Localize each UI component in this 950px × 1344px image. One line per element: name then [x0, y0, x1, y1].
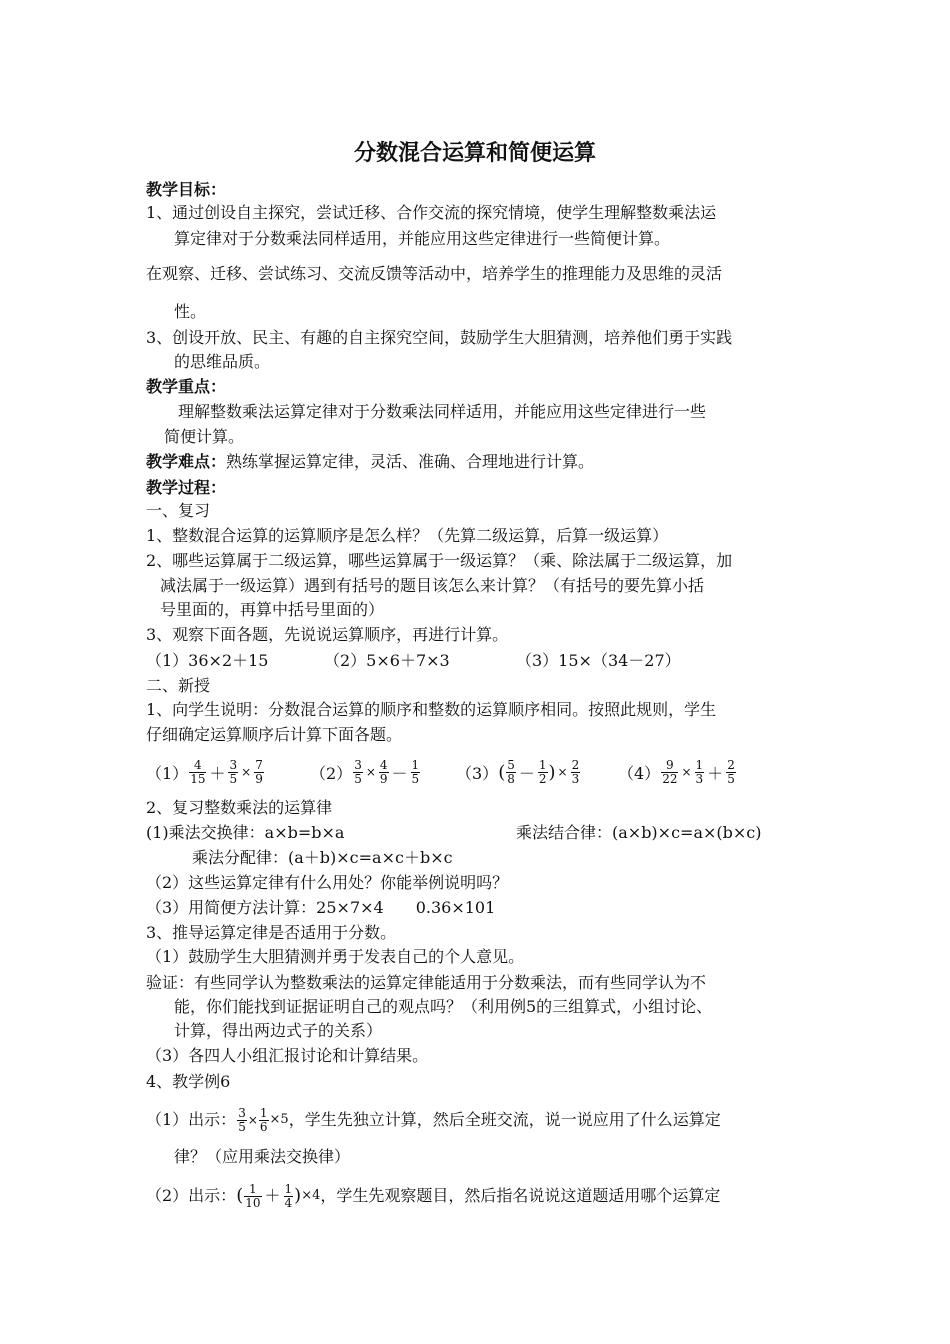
difficulty-text: 熟练掌握运算定律，灵活、准确、合理地进行计算。 — [226, 452, 595, 471]
example-text: ，学生先观察题目，然后指名说说这道题适用哪个运算定 — [320, 1186, 721, 1205]
exercise-label: （1） — [146, 763, 189, 783]
fraction-exercise-3 — [456, 752, 581, 792]
key-points-line-2: 简便计算。 — [164, 427, 245, 446]
new-item-2-question-3: （3）用简便方法计算：25×7×4 0.36×101 — [146, 898, 496, 917]
plus-sign: ＋ — [707, 763, 724, 783]
review-exercise-1: （1）36×2＋15 — [146, 651, 269, 670]
left-paren: ( — [236, 1185, 244, 1206]
fraction: $\frac{4}{9}$ — [379, 757, 388, 786]
exercise-label: （3） — [456, 763, 499, 783]
times-sign: × — [557, 765, 568, 779]
review-item-2-line-3: 号里面的，再算中括号里面的） — [160, 600, 385, 619]
review-item-1: 1、整数混合运算的运算顺序是怎么样？（先算二级运算，后算一级运算） — [146, 526, 669, 545]
times-sign: × — [247, 1113, 258, 1127]
exercise-label: （4） — [618, 763, 661, 783]
fraction: $\frac{3}{5}$ — [238, 1105, 246, 1134]
fraction: $\frac{1}{10}$ — [245, 1181, 261, 1210]
fraction: $\frac{3}{5}$ — [354, 757, 362, 786]
fraction: $\frac{2}{5}$ — [727, 757, 735, 786]
review-exercise-2: （2）5×6＋7×3 — [324, 651, 450, 670]
goal-2-line-2: 性。 — [174, 302, 207, 321]
goal-1-line-1: 1、通过创设自主探究，尝试迁移、合作交流的探究情境，使学生理解整数乘法运 — [146, 203, 717, 222]
goal-2-text-c: ，培养学生的推理能力及思维的灵活 — [466, 264, 723, 283]
goal-3-line-1: 3、创设开放、民主、有趣的自主探究空间，鼓励学生大胆猜测，培养他们勇于实践 — [146, 328, 733, 347]
new-item-2-heading: 2、复习整数乘法的运算律 — [146, 798, 333, 817]
times-sign: × — [681, 765, 692, 779]
key-points-heading: 教学重点： — [146, 377, 227, 396]
goal-2-line-1 — [146, 263, 722, 285]
goals-heading: 教学目标： — [146, 180, 227, 199]
review-heading: 一、复习 — [146, 501, 211, 520]
minus-sign: － — [391, 763, 408, 783]
new-item-3-heading: 3、推导运算定律是否适用于分数。 — [146, 923, 397, 942]
example-6-item-1-line-2: 律？（应用乘法交换律） — [174, 1147, 351, 1166]
new-teaching-heading: 二、新授 — [146, 676, 211, 695]
example-prefix: （2）出示： — [146, 1186, 237, 1205]
fraction: $\frac{9}{22}$ — [662, 757, 678, 786]
new-item-3-question-3: （3）各四人小组汇报讨论和计算结果。 — [146, 1046, 429, 1065]
law-distributive: 乘法分配律：(a＋b)×c=a×c＋b×c — [192, 848, 453, 867]
fraction: $\frac{1}{6}$ — [259, 1105, 268, 1134]
fraction: $\frac{5}{8}$ — [507, 757, 515, 786]
times-five: ×5 — [269, 1112, 289, 1127]
example-prefix: （1）出示： — [146, 1110, 237, 1129]
verify-line-3: 计算，得出两边式子的关系） — [174, 1021, 383, 1040]
plus-sign: ＋ — [264, 1186, 281, 1205]
goal-2-text-a: 在观察、迁移、尝试练习、 — [146, 264, 339, 283]
fraction: $\frac{4}{15}$ — [190, 757, 206, 786]
new-item-2-question-2: （2）这些运算定律有什么用处？你能举例说明吗？ — [146, 873, 509, 892]
times-four: ×4 — [301, 1188, 321, 1203]
difficulty-line — [146, 451, 594, 473]
new-item-1-line-2: 仔细确定运算顺序后计算下面各题。 — [146, 725, 403, 744]
goal-3-line-2: 的思维品质。 — [174, 352, 271, 371]
new-item-3-question-1: （1）鼓励学生大胆猜测并勇于发表自己的个人意见。 — [146, 947, 525, 966]
fraction-exercise-1 — [146, 752, 265, 792]
review-item-3: 3、观察下面各题，先说说运算顺序，再进行计算。 — [146, 625, 509, 644]
verify-line-2: 能，你们能找到证据证明自己的观点吗？（利用例5的三组算式，小组讨论、 — [174, 997, 713, 1016]
left-paren: ( — [498, 761, 506, 783]
fraction: $\frac{7}{9}$ — [255, 757, 263, 786]
times-sign: × — [241, 765, 252, 779]
review-exercise-3: （3）15×（34－27） — [516, 651, 681, 670]
goal-1-line-2: 算定律对于分数乘法同样适用，并能应用这些定律进行一些简便计算。 — [174, 229, 671, 248]
example-text: ，学生先独立计算，然后全班交流，说一说应用了什么运算定 — [288, 1110, 721, 1129]
law-associative: 乘法结合律：(a×b)×c=a×(b×c) — [516, 823, 762, 842]
plus-sign: ＋ — [209, 763, 226, 783]
goal-2-text-b: 交流反馈等活动中 — [338, 264, 467, 283]
fraction-exercise-4 — [618, 752, 737, 792]
fraction: $\frac{1}{4}$ — [284, 1181, 293, 1210]
process-heading: 教学过程： — [146, 478, 227, 497]
times-sign: × — [365, 765, 376, 779]
fraction: $\frac{1}{3}$ — [695, 757, 704, 786]
right-paren: ) — [294, 1185, 302, 1206]
review-item-2-line-2: 减法属于一级运算）遇到有括号的题目该怎么来计算？（有括号的要先算小括 — [160, 576, 705, 595]
minus-sign: － — [518, 763, 535, 783]
example-6-item-1 — [146, 1100, 721, 1140]
fraction: $\frac{2}{3}$ — [571, 757, 580, 786]
document-title: 分数混合运算和简便运算 — [353, 141, 596, 166]
example-6-item-2 — [146, 1176, 720, 1216]
fraction: $\frac{3}{5}$ — [229, 757, 238, 786]
difficulty-label: 教学难点： — [146, 452, 227, 471]
key-points-line-1: 理解整数乘法运算定律对于分数乘法同样适用，并能应用这些定律进行一些 — [178, 402, 707, 421]
exercise-label: （2） — [310, 763, 353, 783]
new-item-4-heading: 4、教学例6 — [146, 1072, 231, 1091]
review-item-2-line-1: 2、哪些运算属于二级运算，哪些运算属于一级运算？（乘、除法属于二级运算，加 — [146, 551, 733, 570]
new-item-1-line-1: 1、向学生说明：分数混合运算的顺序和整数的运算顺序相同。按照此规则，学生 — [146, 700, 717, 719]
law-commutative: (1)乘法交换律：a×b=b×a — [146, 823, 345, 842]
fraction: $\frac{1}{5}$ — [411, 757, 420, 786]
fraction: $\frac{1}{2}$ — [538, 757, 547, 786]
fraction-exercise-2 — [310, 752, 421, 792]
right-paren: ) — [548, 761, 556, 783]
verify-line-1: 验证：有些同学认为整数乘法的运算定律能适用于分数乘法，而有些同学认为不 — [146, 973, 707, 992]
